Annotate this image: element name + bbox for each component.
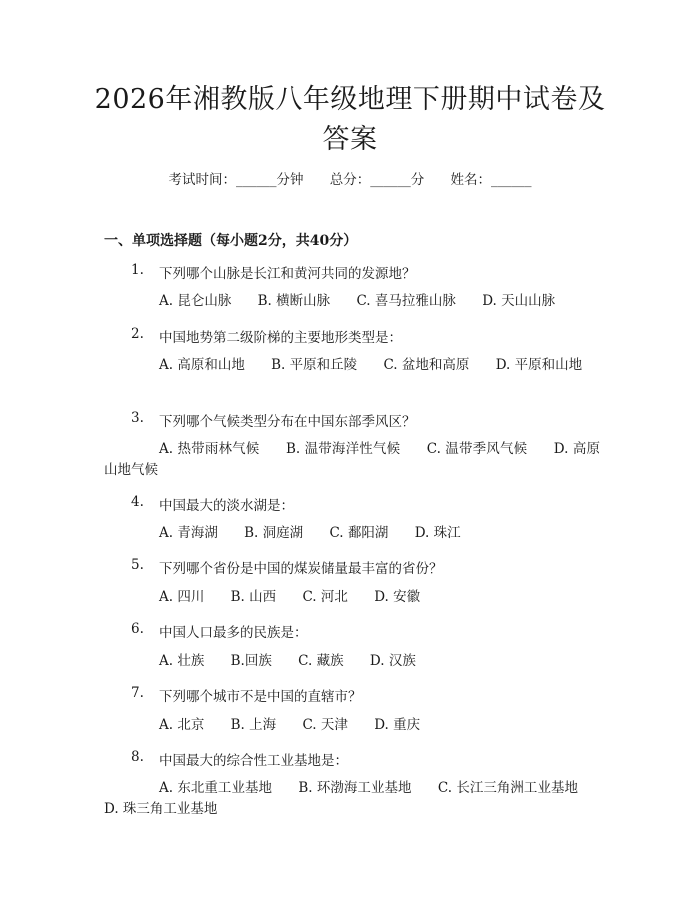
option-c: C. 喜马拉雅山脉: [356, 293, 456, 309]
question-text: 下列哪个山脉是长江和黄河共同的发源地？: [159, 266, 416, 282]
option-c: C. 长江三角洲工业基地: [437, 780, 578, 796]
option-a: A. 热带雨林气候: [159, 441, 260, 457]
question-number: 1.: [131, 262, 144, 278]
exam-info: [0, 168, 700, 188]
question-text: 中国最大的综合性工业基地是：: [159, 753, 348, 769]
options-4: [104, 523, 600, 544]
option-c: C. 河北: [302, 589, 348, 605]
option-d: D. 安徽: [374, 589, 421, 605]
options-2: [104, 355, 600, 376]
option-b: B. 上海: [230, 717, 277, 733]
question-number: 4.: [131, 494, 144, 510]
question-text: 中国人口最多的民族是：: [159, 625, 308, 641]
option-c: C. 天津: [302, 717, 348, 733]
question-number: 3.: [131, 410, 144, 426]
question-number: 7.: [131, 685, 144, 701]
question-text: 下列哪个城市不是中国的直辖市？: [159, 689, 362, 705]
options-6: [104, 651, 600, 672]
option-d: D. 重庆: [374, 717, 421, 733]
option-c: C. 温带季风气候: [426, 441, 528, 457]
option-a: A. 青海湖: [159, 525, 218, 541]
option-a: A. 高原和山地: [159, 357, 245, 373]
question-number: 6.: [131, 621, 144, 637]
question-number: 8.: [131, 749, 144, 765]
option-a: A. 北京: [159, 717, 205, 733]
option-b: B. 平原和丘陵: [271, 357, 358, 373]
question-number: 5.: [131, 557, 144, 573]
question-text: 中国最大的淡水湖是：: [159, 498, 294, 514]
option-d: D. 珠三角工业基地: [104, 801, 218, 817]
question-text: 下列哪个气候类型分布在中国东部季风区？: [159, 414, 416, 430]
option-c: C. 鄱阳湖: [329, 525, 389, 541]
total-score: 总分：______分: [329, 172, 425, 188]
options-1: [104, 291, 600, 312]
question-text: 中国地势第二级阶梯的主要地形类型是：: [159, 330, 402, 346]
student-name: 姓名：______: [450, 172, 532, 188]
option-b: B. 环渤海工业基地: [298, 780, 412, 796]
option-c: C. 盆地和高原: [383, 357, 470, 373]
option-d: D. 高原山地气候: [104, 441, 601, 478]
option-b: B. 山西: [230, 589, 277, 605]
option-b: B.回族: [230, 653, 272, 669]
options-8: [104, 778, 600, 820]
option-c: C. 藏族: [298, 653, 344, 669]
option-a: A. 东北重工业基地: [159, 780, 273, 796]
option-d: D. 平原和山地: [495, 357, 583, 373]
question-number: 2.: [131, 326, 144, 342]
options-5: [104, 587, 600, 608]
option-d: D. 汉族: [369, 653, 416, 669]
option-a: A. 四川: [159, 589, 205, 605]
option-d: D. 珠江: [414, 525, 461, 541]
section-heading: 一、单项选择题（每小题2分，共40分）: [104, 233, 358, 249]
option-d: D. 天山山脉: [482, 293, 556, 309]
option-a: A. 壮族: [159, 653, 205, 669]
option-b: B. 横断山脉: [257, 293, 331, 309]
options-7: [104, 715, 600, 736]
options-3: [104, 439, 600, 481]
page-title: 2026年湘教版八年级地理下册期中试卷及答案: [94, 84, 606, 155]
question-text: 下列哪个省份是中国的煤炭储量最丰富的省份？: [159, 561, 443, 577]
option-a: A. 昆仑山脉: [159, 293, 232, 309]
exam-time: 考试时间：______分钟: [168, 172, 304, 188]
option-b: B. 洞庭湖: [244, 525, 304, 541]
option-b: B. 温带海洋性气候: [285, 441, 401, 457]
